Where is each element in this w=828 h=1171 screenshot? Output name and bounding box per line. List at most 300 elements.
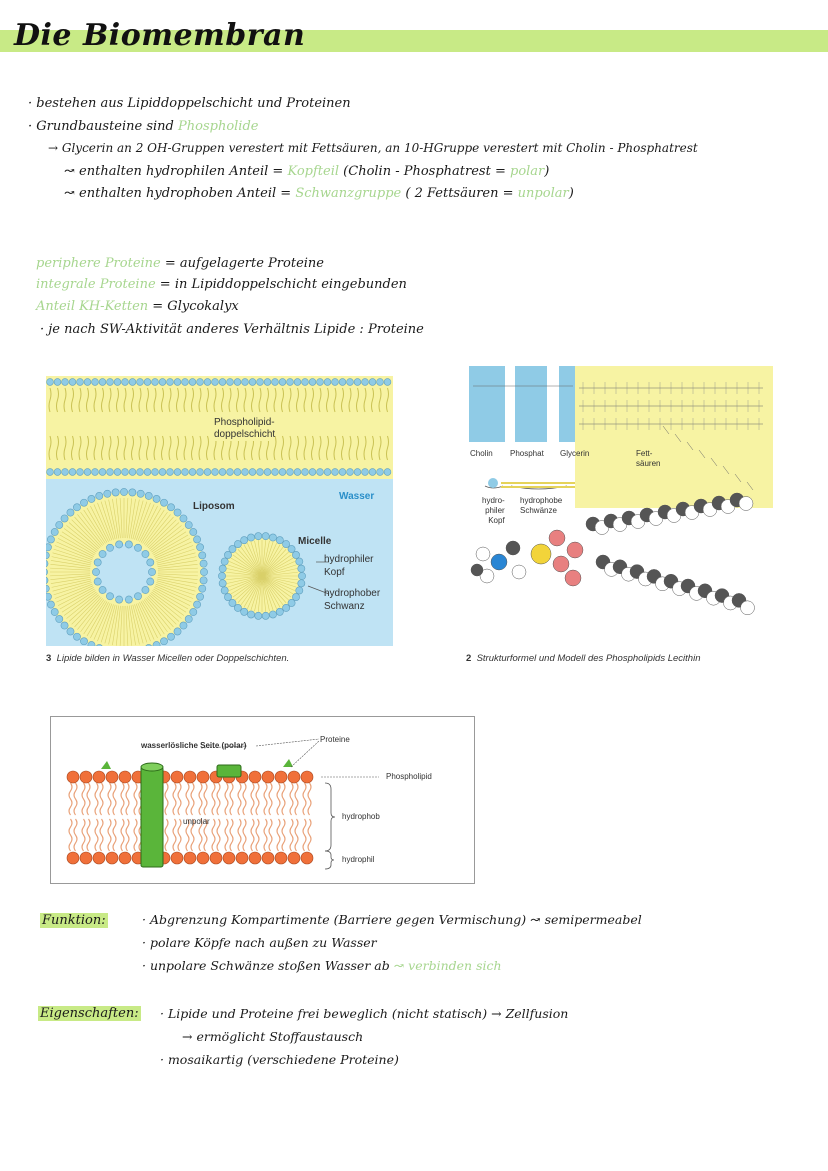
liposome-outer-head [67, 628, 74, 635]
label-head-line-3: Kopf [488, 516, 505, 525]
membrane-tail-lower [295, 819, 298, 851]
micelle-label: Micelle [298, 536, 332, 547]
bilayer-head-top [242, 379, 249, 386]
funktion-item-2: · polare Köpfe nach außen zu Wasser [142, 935, 377, 950]
figure-lecithin-structure [463, 366, 773, 646]
highlight-text: periphere Proteine [36, 256, 161, 271]
note-text: ↝ enthalten hydrophoben Anteil = [64, 186, 292, 201]
label-fett-line-1: Fett- [636, 449, 653, 458]
bilayer-head-bottom [62, 469, 69, 476]
membrane-tail-lower [303, 819, 306, 851]
bilayer-head-bottom [317, 469, 324, 476]
membrane-tail-upper [308, 783, 311, 815]
bilayer-head-bottom [129, 469, 136, 476]
label-tail-line-1: hydrophobe [520, 496, 563, 505]
bilayer-head-bottom [242, 469, 249, 476]
bilayer-head-top [369, 379, 376, 386]
oxygen-atom [549, 530, 565, 546]
liposome-inner-head [94, 578, 101, 585]
bilayer-head-top [114, 379, 121, 386]
phospholipid-label: Phospholipid [386, 772, 432, 781]
bilayer-head-bottom [77, 469, 84, 476]
micelle-head [255, 612, 262, 619]
label-tail-line-2: Schwänze [520, 506, 557, 515]
bilayer-head-top [377, 379, 384, 386]
micelle-head [255, 533, 262, 540]
bilayer-head-top [167, 379, 174, 386]
note-text: · unpolare Schwänze stoßen Wasser ab [142, 958, 390, 973]
membrane-head-top [262, 771, 274, 783]
liposome-outer-head [200, 577, 207, 584]
micelle-head [276, 537, 283, 544]
liposome-inner-head [125, 541, 132, 548]
bilayer-head-top [309, 379, 316, 386]
micelle-head [269, 534, 276, 541]
liposome-outer-head [196, 593, 203, 600]
figure2-caption [466, 653, 700, 664]
bilayer-head-bottom [107, 469, 114, 476]
bilayer-head-bottom [234, 469, 241, 476]
caption-text: Lipide bilden in Wasser Micellen oder Doppelschichten. [56, 653, 290, 664]
membrane-tail-lower [113, 819, 116, 851]
membrane-tail-lower [217, 819, 220, 851]
membrane-tail-upper [217, 783, 220, 815]
liposome-outer-head [185, 615, 192, 622]
membrane-tail-upper [256, 783, 259, 815]
peripheral-protein [217, 765, 241, 777]
bilayer-head-bottom [99, 469, 106, 476]
membrane-head-bottom [301, 852, 313, 864]
liposome-outer-head [145, 492, 152, 499]
note-line-4 [64, 164, 549, 179]
membrane-tail-upper [303, 783, 306, 815]
bilayer-head-top [354, 379, 361, 386]
membrane-tail-upper [264, 783, 267, 815]
bilayer-head-top [332, 379, 339, 386]
membrane-tail-upper [126, 783, 129, 815]
bullet: · [28, 96, 33, 111]
note-text: = aufgelagerte Proteine [164, 256, 324, 271]
liposome-outer-head [56, 615, 63, 622]
bilayer-head-top [54, 379, 61, 386]
upper-chain-atom [739, 497, 753, 511]
highlight-text: integrale Proteine [36, 277, 156, 292]
bilayer-head-top [84, 379, 91, 386]
membrane-head-bottom [80, 852, 92, 864]
membrane-head-bottom [249, 852, 261, 864]
membrane-head-top [106, 771, 118, 783]
micelle-head [247, 611, 254, 618]
bilayer-head-top [62, 379, 69, 386]
membrane-tail-lower [108, 819, 111, 851]
micelle-head [262, 533, 269, 540]
bilayer-head-top [347, 379, 354, 386]
membrane-tail-lower [251, 819, 254, 851]
label-fett-line-2: säuren [636, 459, 661, 468]
bilayer-head-bottom [212, 469, 219, 476]
liposome-outer-head [174, 628, 181, 635]
label-head-line-2: philer [485, 506, 505, 515]
membrane-head-bottom [288, 852, 300, 864]
lower-chain-atom [741, 601, 755, 615]
bilayer-head-bottom [219, 469, 226, 476]
bilayer-head-top [69, 379, 76, 386]
liposome-outer-head [80, 499, 87, 506]
bilayer-head-bottom [137, 469, 144, 476]
carbon-atom [471, 564, 483, 576]
glyco-chain [101, 761, 111, 769]
head-label-line-2: Kopf [324, 567, 345, 578]
bilayer-head-top [362, 379, 369, 386]
membrane-head-bottom [93, 852, 105, 864]
liposome-outer-head [199, 585, 206, 592]
membrane-tail-lower [87, 819, 90, 851]
bilayer-head-top [279, 379, 286, 386]
eigenschaften-label [38, 1006, 141, 1021]
liposome-inner-head [99, 586, 106, 593]
carbon-atom [506, 541, 520, 555]
liposome-inner-head [142, 550, 149, 557]
figure3-caption [46, 653, 289, 664]
bilayer-head-bottom [332, 469, 339, 476]
bilayer-head-top [174, 379, 181, 386]
liposome-inner-head [142, 586, 149, 593]
micelle-head [221, 587, 228, 594]
membrane-tail-lower [230, 819, 233, 851]
bilayer-head-bottom [249, 469, 256, 476]
bilayer-head-bottom [384, 469, 391, 476]
tail-symbol [501, 483, 575, 487]
membrane-tail-lower [82, 819, 85, 851]
bilayer-head-bottom [324, 469, 331, 476]
bilayer-head-bottom [182, 469, 189, 476]
membrane-tail-upper [204, 783, 207, 815]
liposome-label: Liposom [193, 501, 235, 512]
hydrophil-brace [325, 851, 334, 869]
membrane-tail-upper [100, 783, 103, 815]
note-line-1 [28, 96, 351, 111]
liposome-outer-head [180, 515, 187, 522]
liposome-outer-head [73, 633, 80, 640]
membrane-head-top [80, 771, 92, 783]
liposome-outer-head [167, 633, 174, 640]
bilayer-head-bottom [264, 469, 271, 476]
bilayer-head-bottom [174, 469, 181, 476]
page-title: Die Biomembran [14, 18, 306, 53]
membrane-tail-upper [251, 783, 254, 815]
membrane-tail-lower [95, 819, 98, 851]
liposome-outer-head [112, 489, 119, 496]
bilayer-head-bottom [287, 469, 294, 476]
space-filling-model [471, 493, 755, 615]
membrane-tail-lower [238, 819, 241, 851]
bilayer-head-bottom [92, 469, 99, 476]
membrane-tail-lower [282, 819, 285, 851]
bilayer-head-top [47, 379, 54, 386]
proteine-pointer [256, 739, 319, 746]
bilayer-head-top [99, 379, 106, 386]
membrane-head-top [67, 771, 79, 783]
funktion-item-1: · Abgrenzung Kompartimente (Barriere gegen Vermischung) ↝ semipermeabel [142, 912, 642, 927]
integral-protein [141, 767, 163, 867]
bilayer-label [214, 417, 275, 441]
liposome-outer-head [199, 552, 206, 559]
label-hydrophobe-schwaenze [520, 496, 562, 516]
hydrophil-label: hydrophil [342, 855, 375, 864]
micelle-head [276, 608, 283, 615]
bullet: · [28, 119, 33, 134]
highlight-text: ↝ verbinden sich [393, 958, 502, 973]
note-text: (Cholin - Phosphatrest = [343, 164, 506, 179]
membrane-tail-upper [238, 783, 241, 815]
membrane-tail-lower [269, 819, 272, 851]
oxygen-atom [567, 542, 583, 558]
liposome-inner-head [106, 593, 113, 600]
highlight-text: polar [510, 164, 545, 179]
liposome-outer-head [153, 641, 160, 646]
glycerin-box [559, 366, 575, 442]
water-label: Wasser [339, 491, 375, 502]
liposome-outer-head [190, 608, 197, 615]
membrane-head-top [93, 771, 105, 783]
liposome-outer-head [96, 492, 103, 499]
membrane-head-top [171, 771, 183, 783]
membrane-head-top [301, 771, 313, 783]
bilayer-head-top [152, 379, 159, 386]
micelle-head [283, 604, 290, 611]
protein-line-1 [36, 256, 324, 271]
liposome-outer-head [67, 509, 74, 516]
membrane-tail-upper [186, 783, 189, 815]
liposome-outer-head [61, 515, 68, 522]
membrane-tail-upper [191, 783, 194, 815]
liposome-outer-head [193, 536, 200, 543]
bilayer-head-top [122, 379, 129, 386]
bilayer-head-top [294, 379, 301, 386]
note-text: ) [544, 164, 550, 179]
proteine-pointer-2 [291, 741, 319, 767]
oxygen-atom [565, 570, 581, 586]
liposome-outer-head [120, 488, 127, 495]
liposome-inner-head [99, 550, 106, 557]
liposome-outer-head [200, 568, 207, 575]
liposome-inner-head [147, 559, 154, 566]
bilayer-head-top [197, 379, 204, 386]
micelle-head [247, 534, 254, 541]
cholin-box [469, 366, 505, 442]
membrane-tail-lower [212, 819, 215, 851]
bilayer-head-top [302, 379, 309, 386]
bilayer-head-bottom [227, 469, 234, 476]
label-glycerin: Glycerin [560, 449, 590, 458]
micelle-head [296, 558, 303, 565]
membrane-head-bottom [197, 852, 209, 864]
membrane-tail-upper [230, 783, 233, 815]
bilayer-head-bottom [369, 469, 376, 476]
membrane-head-bottom [119, 852, 131, 864]
bilayer-head-bottom [204, 469, 211, 476]
membrane-tail-lower [264, 819, 267, 851]
membrane-tail-upper [134, 783, 137, 815]
membrane-tail-lower [100, 819, 103, 851]
water-side-label: wasserlösliche Seite (polar) [141, 741, 247, 750]
protein-line-4: · je nach SW-Aktivität anderes Verhältnis Lipide : Proteine [40, 322, 424, 337]
label-head-line-1: hydro- [482, 496, 505, 505]
eigenschaften-item-3: · mosaikartig (verschiedene Proteine) [160, 1052, 399, 1067]
liposome-inner-head [134, 544, 141, 551]
note-text: Grundbausteine sind [36, 119, 174, 134]
membrane-tail-upper [282, 783, 285, 815]
liposome-outer-head [153, 495, 160, 502]
micelle-head [269, 611, 276, 618]
bilayer-head-bottom [189, 469, 196, 476]
bilayer-head-top [317, 379, 324, 386]
micelle-head [298, 565, 305, 572]
micelle-head [262, 612, 269, 619]
bilayer-head-top [212, 379, 219, 386]
liposome-outer-head [51, 528, 58, 535]
proteine-label: Proteine [320, 735, 350, 744]
liposome-inner-head [92, 568, 99, 575]
membrane-tail-upper [178, 783, 181, 815]
oxygen-atom [553, 556, 569, 572]
liposome-outer-head [160, 499, 167, 506]
membrane-tail-lower [126, 819, 129, 851]
bilayer-head-top [339, 379, 346, 386]
label-phosphat: Phosphat [510, 449, 544, 458]
eigenschaften-item-1: · Lipide und Proteine frei beweglich (nicht statisch) → Zellfusion [160, 1006, 569, 1021]
note-line-2 [28, 119, 259, 134]
bilayer-head-bottom [377, 469, 384, 476]
bilayer-head-top [189, 379, 196, 386]
eigenschaften-label-text: Eigenschaften: [40, 1006, 139, 1021]
bilayer-head-top [264, 379, 271, 386]
bilayer-head-top [182, 379, 189, 386]
bilayer-head-bottom [114, 469, 121, 476]
membrane-head-bottom [236, 852, 248, 864]
liposome-outer-head [80, 638, 87, 645]
label-cholin: Cholin [470, 449, 493, 458]
bilayer-head-bottom [84, 469, 91, 476]
liposome-outer-head [190, 528, 197, 535]
liposome-inner-head [116, 596, 123, 603]
liposome-outer-head [160, 638, 167, 645]
membrane-tail-upper [199, 783, 202, 815]
liposome-outer-head [56, 521, 63, 528]
membrane-tail-lower [74, 819, 77, 851]
membrane-head-bottom [275, 852, 287, 864]
bilayer-head-bottom [354, 469, 361, 476]
membrane-tail-upper [295, 783, 298, 815]
liposome-outer-head [167, 504, 174, 511]
membrane-tail-lower [225, 819, 228, 851]
micelle-head [298, 572, 305, 579]
bilayer-head-bottom [159, 469, 166, 476]
funktion-item-3 [142, 958, 502, 973]
bilayer-head-top [159, 379, 166, 386]
note-text: ↝ enthalten hydrophilen Anteil = [64, 164, 284, 179]
membrane-head-bottom [262, 852, 274, 864]
liposome-inner-head [134, 593, 141, 600]
label-hydrophiler-kopf [482, 496, 505, 526]
bilayer-head-bottom [272, 469, 279, 476]
membrane-tail-lower [277, 819, 280, 851]
bilayer-head-top [204, 379, 211, 386]
bilayer-head-bottom [167, 469, 174, 476]
caption-text: Strukturformel und Modell des Phospholipids Lecithin [476, 653, 701, 664]
membrane-tail-lower [69, 819, 72, 851]
liposome-outer-head [61, 622, 68, 629]
bilayer-head-top [137, 379, 144, 386]
membrane-tail-upper [113, 783, 116, 815]
micelle-head [292, 551, 299, 558]
micelle-head [241, 537, 248, 544]
membrane-tail-upper [108, 783, 111, 815]
liposome-outer-head [46, 544, 52, 551]
liposome-outer-head [129, 489, 136, 496]
funktion-label [40, 913, 108, 928]
liposome-outer-head [88, 495, 95, 502]
membrane-diagram [51, 717, 474, 883]
membrane-head-top [119, 771, 131, 783]
liposome-outer-head [104, 490, 111, 497]
membrane-head-bottom [184, 852, 196, 864]
bilayer-head-top [272, 379, 279, 386]
liposome-outer-head [47, 536, 54, 543]
micelle-head [241, 608, 248, 615]
bilayer-head-top [257, 379, 264, 386]
membrane-tail-lower [134, 819, 137, 851]
micelle-head [221, 558, 228, 565]
bilayer-head-bottom [152, 469, 159, 476]
membrane-tail-upper [277, 783, 280, 815]
micelle-head [234, 540, 241, 547]
note-text: ) [568, 186, 574, 201]
bilayer-head-top [324, 379, 331, 386]
membrane-tail-upper [165, 783, 168, 815]
bilayer-head-bottom [257, 469, 264, 476]
membrane-tail-upper [212, 783, 215, 815]
membrane-head-top [288, 771, 300, 783]
liposome-outer-head [196, 544, 203, 551]
note-line-3: → Glycerin an 2 OH-Gruppen verestert mit Fettsäuren, an 10-HGruppe verestert mit Cholin - Phosphatrest [48, 141, 698, 155]
liposome-outer-head [51, 608, 58, 615]
membrane-head-bottom [67, 852, 79, 864]
membrane-head-top [249, 771, 261, 783]
liposome-outer-head [174, 509, 181, 516]
bilayer-head-bottom [279, 469, 286, 476]
membrane-tail-upper [95, 783, 98, 815]
bilayer-head-bottom [294, 469, 301, 476]
head-label [324, 553, 373, 579]
highlight-text: Schwanzgruppe [295, 186, 402, 201]
membrane-tail-lower [308, 819, 311, 851]
note-text: = in Lipiddoppelschicht eingebunden [159, 277, 407, 292]
hydrophob-brace [325, 783, 335, 851]
bilayer-label-line-2: doppelschicht [214, 429, 276, 440]
caption-number: 2 [466, 653, 472, 664]
liposome-inner-head [94, 559, 101, 566]
bilayer-head-bottom [47, 469, 54, 476]
bilayer-head-top [287, 379, 294, 386]
micelle-drawing [218, 533, 305, 620]
bilayer-label-line-1: Phospholipid- [214, 417, 275, 428]
bilayer-head-top [227, 379, 234, 386]
note-text: ( 2 Fettsäuren = [405, 186, 514, 201]
funktion-label-text: Funktion: [42, 913, 106, 928]
bilayer-head-bottom [144, 469, 151, 476]
protein-line-3 [36, 299, 239, 314]
